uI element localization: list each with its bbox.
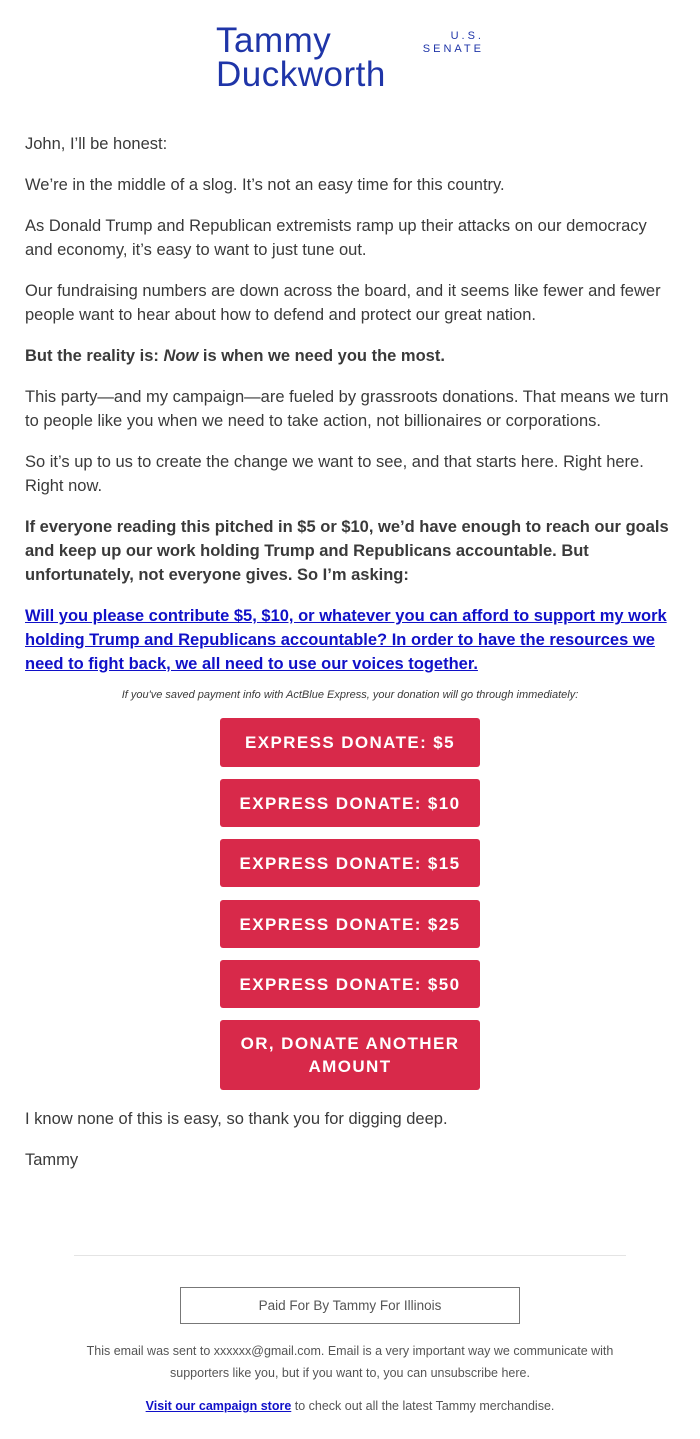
paragraph-4 bbox=[25, 344, 675, 368]
paragraph-6: So it’s up to us to create the change we want to see, and that starts here. Right here. Right now. bbox=[25, 453, 644, 495]
paragraph-5: This party—and my campaign—are fueled by grassroots donations. That means we turn to people like you when we need to take action, not billionaires or corporations. bbox=[25, 388, 669, 430]
paragraph-1: We’re in the middle of a slog. It’s not an easy time for this country. bbox=[25, 176, 505, 194]
contribute-ask-link[interactable]: Will you please contribute $5, $10, or whatever you can afford to support my work holding Trump and Republicans accountable? In order to have the resources we need to fight back, we all need to use our voices together. bbox=[25, 607, 667, 673]
express-donate-50-button[interactable]: EXPRESS DONATE: $50 bbox=[220, 960, 480, 1008]
logo-us: U.S. bbox=[450, 30, 484, 42]
express-donate-25-button[interactable]: EXPRESS DONATE: $25 bbox=[220, 900, 480, 948]
paragraph-7: If everyone reading this pitched in $5 or $10, we’d have enough to reach our goals and keep up our work holding Trump and Republicans accountable. But unfortunately, not everyone gives. So I’m asking: bbox=[25, 518, 669, 584]
footer-sent-to: This email was sent to xxxxxx@gmail.com. Email is a very important way we communicate with supporters like you, but if you want to, you can unsubscribe here. bbox=[86, 1344, 614, 1380]
actblue-express-note: If you've saved payment info with ActBlue Express, your donation will go through immediately: bbox=[121, 689, 579, 701]
email-body bbox=[25, 132, 675, 693]
paragraph-4-start: But the reality is: bbox=[25, 347, 164, 365]
signature: Tammy bbox=[25, 1151, 79, 1169]
logo-senate: SENATE bbox=[422, 43, 484, 55]
logo-last-name: Duckworth bbox=[216, 55, 386, 94]
paragraph-2: As Donald Trump and Republican extremists ramp up their attacks on our democracy and economy, it’s easy to want to just tune out. bbox=[25, 217, 647, 259]
footer-store-line bbox=[0, 1396, 700, 1416]
logo-first-name: Tammy bbox=[216, 21, 332, 60]
paid-for-disclaimer: Paid For By Tammy For Illinois bbox=[180, 1287, 520, 1324]
express-donate-10-button[interactable]: EXPRESS DONATE: $10 bbox=[220, 779, 480, 827]
donate-another-amount-button[interactable]: OR, DONATE ANOTHER AMOUNT bbox=[220, 1020, 480, 1090]
logo-us-senate bbox=[406, 30, 484, 56]
express-donate-5-button[interactable]: EXPRESS DONATE: $5 bbox=[220, 718, 480, 767]
footer-divider bbox=[74, 1255, 626, 1256]
paragraph-4-end: is when we need you the most. bbox=[198, 347, 445, 365]
campaign-store-link[interactable]: Visit our campaign store bbox=[145, 1399, 292, 1413]
greeting: John, I’ll be honest: bbox=[25, 135, 168, 153]
paragraph-4-italic: Now bbox=[163, 347, 199, 365]
footer-store-rest: to check out all the latest Tammy merchandise. bbox=[291, 1399, 555, 1413]
paragraph-3: Our fundraising numbers are down across the board, and it seems like fewer and fewer people want to hear about how to defend and protect our great nation. bbox=[25, 282, 661, 324]
express-donate-15-button[interactable]: EXPRESS DONATE: $15 bbox=[220, 839, 480, 887]
closing-line: I know none of this is easy, so thank you for digging deep. bbox=[25, 1110, 448, 1128]
tammy-duckworth-logo bbox=[216, 22, 488, 94]
